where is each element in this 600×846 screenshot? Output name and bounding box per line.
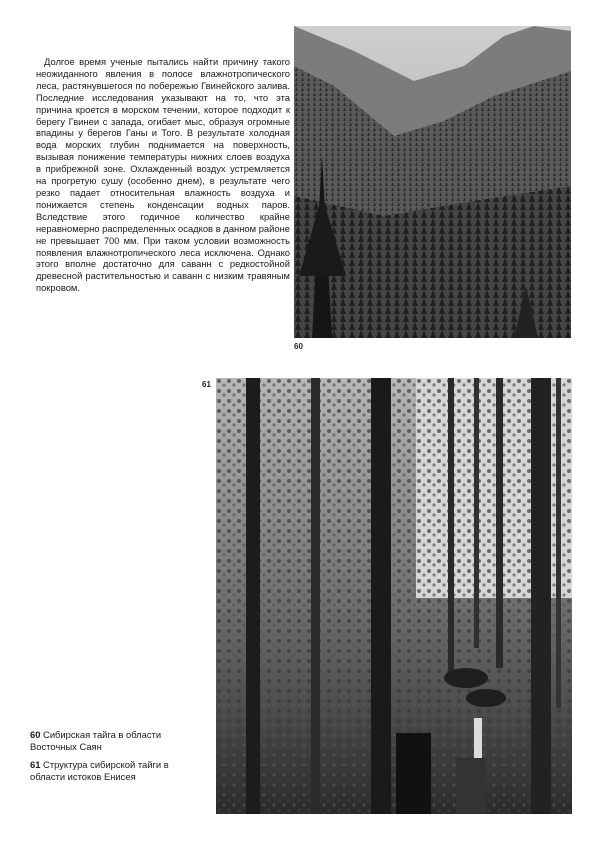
caption-text: Структура сибирской тайги в области истоков Енисея (30, 759, 169, 782)
photo-taiga-eastern-sayan (294, 26, 571, 338)
figure-number-60: 60 (294, 342, 303, 351)
caption-text: Сибирская тайга в области Восточных Саян (30, 729, 162, 752)
caption-number: 61 (30, 759, 41, 770)
figure-number-61: 61 (202, 380, 211, 389)
body-paragraph: Долгое время ученые пытались найти причину такого неожиданного явления в полосе влажнотропического леса, растянувшегося по побережью Гвинейского залива. Последние исследования указывают на то, что эта причина кроется в морском течении, которое подходит к берегу Гвинеи с запада, огибает мыс, образуя огромные впадины у берегов Ганы и Того. В результате холодная вода морских глубин поднимается на поверхность, вызывая понижение температуры нижних слоев воздуха в прибрежной зоне. Охлажденный воздух устремляется на прогретую сушу (особенно днем), в результате чего резко падает относительная влажность воздуха и понижается степень конденсации водных паров. Вследствие этого годичное количество крайне неравномерно распределенных осадков в данном районе не превышает 700 мм. При таком условии возможность появления влажнотропического леса исключена. Однако этого вполне достаточно для саванн с редкостойной древесной растительностью и саванн с низким травяным покровом. (36, 56, 290, 294)
caption-figure-60 (30, 729, 205, 752)
photo-taiga-yenisei-source (216, 378, 572, 814)
caption-number: 60 (30, 729, 41, 740)
caption-figure-61 (30, 759, 205, 782)
